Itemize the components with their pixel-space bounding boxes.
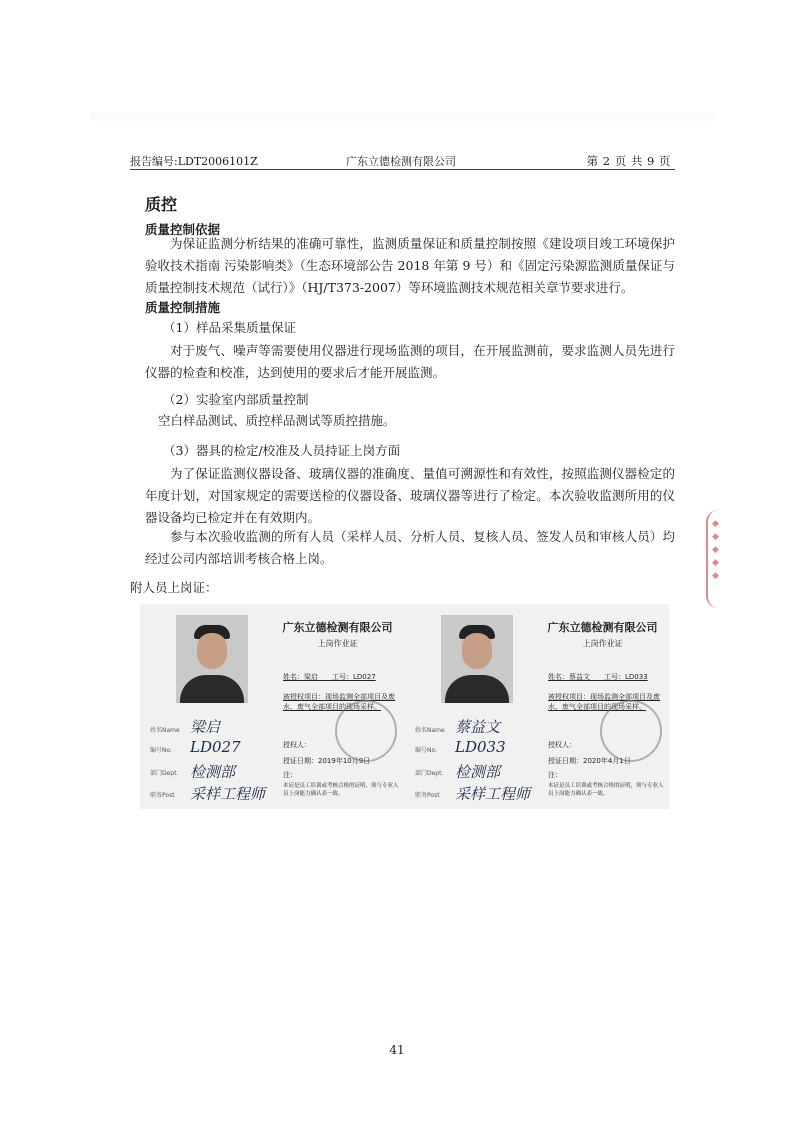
measures-heading: 质量控制措施 bbox=[145, 300, 221, 315]
card-auth-items: 被授权项目：现场监测全部项目及废水、废气全部项目的现场采样。 bbox=[548, 693, 660, 711]
calibration-paragraph: 为了保证监测仪器设备、玻璃仪器的准确度、量值可溯源性和有效性，按照监测仪器检定的年度计划，对国家规定的需要送检的仪器设备、玻璃仪器等进行了检定。本次验收监测所用的仪器设备均已检定并在有效期内。 bbox=[145, 466, 675, 525]
handwritten-name: 梁启 bbox=[190, 718, 221, 736]
header-rule bbox=[130, 169, 675, 170]
card-auth-date: 授证日期：2020年4月1日 bbox=[548, 757, 631, 765]
section-title: 质控 bbox=[145, 195, 178, 214]
sampling-paragraph: 对于废气、噪声等需要使用仪器进行现场监测的项目，在开展监测前，要求监测人员先进行仪器的检查和校准，达到使用的要求后才能开展监测。 bbox=[145, 343, 675, 380]
item-calibration: （3）器具的检定/校准及人员持证上岗方面 bbox=[163, 443, 401, 458]
label-no: 编号No. bbox=[150, 747, 172, 754]
seal-mark: ◆ ◆ ◆ ◆ ◆ bbox=[712, 519, 719, 581]
appendix-label: 附人员上岗证： bbox=[130, 580, 218, 595]
card-name-line: 姓名：蔡益文 工号：LD033 bbox=[548, 673, 648, 681]
lab-paragraph: 空白样品测试、质控样品测试等质控措施。 bbox=[158, 413, 396, 428]
handwritten-dept: 检测部 bbox=[190, 763, 236, 781]
label-name: 姓名Name bbox=[150, 727, 180, 734]
label-dept: 部门Dept. bbox=[415, 770, 444, 777]
card-auth-items: 被授权项目：现场监测全部项目及废水、废气全部项目的现场采样。 bbox=[283, 693, 395, 711]
certificate-card bbox=[405, 604, 669, 809]
item-sampling-quality: （1）样品采集质量保证 bbox=[163, 320, 296, 335]
id-photo bbox=[176, 615, 248, 703]
card-title: 上岗作业证 bbox=[582, 639, 623, 648]
handwritten-post: 采样工程师 bbox=[190, 785, 266, 803]
basis-heading: 质量控制依据 bbox=[145, 222, 221, 237]
certificate-photos bbox=[140, 604, 669, 809]
page-header bbox=[130, 150, 675, 170]
card-note: 注： bbox=[548, 771, 562, 779]
handwritten-name: 蔡益文 bbox=[455, 718, 501, 736]
label-dept: 部门Dept. bbox=[150, 770, 179, 777]
card-notice: 本证是员工培训或考核合格的证明，须与专业人员上岗能力确认表一致。 bbox=[548, 783, 664, 797]
label-post: 职务Post bbox=[415, 792, 440, 799]
company-stamp bbox=[335, 700, 397, 762]
card-authorizer: 授权人： bbox=[548, 741, 576, 749]
header-company: 广东立德检测有限公司 bbox=[346, 155, 456, 168]
page-info: 第 2 页 共 9 页 bbox=[586, 154, 671, 168]
report-number: 报告编号:LDT2006101Z bbox=[130, 155, 258, 168]
card-authorizer: 授权人： bbox=[283, 741, 311, 749]
basis-paragraph: 为保证监测分析结果的准确可靠性，监测质量保证和质量控制按照《建设项目竣工环境保护验收技术指南 污染影响类》（生态环境部公告 2018 年第 9 号）和《固定污染源监测质量保证与质量控制技术规范（试行）》（HJ/T373-2007）等环境监测技术规范相关章节要求进行。 bbox=[145, 236, 675, 295]
scan-shadow bbox=[90, 113, 715, 123]
label-name: 姓名Name bbox=[415, 727, 445, 734]
label-no: 编号No. bbox=[415, 747, 437, 754]
handwritten-no: LD033 bbox=[455, 738, 506, 756]
company-stamp bbox=[600, 700, 662, 762]
handwritten-dept: 检测部 bbox=[455, 763, 501, 781]
card-company: 广东立德检测有限公司 bbox=[282, 621, 393, 634]
training-paragraph: 参与本次验收监测的所有人员（采样人员、分析人员、复核人员、签发人员和审核人员）均经过公司内部培训考核合格上岗。 bbox=[145, 529, 675, 566]
certificate-card bbox=[140, 604, 404, 809]
card-note: 注： bbox=[283, 771, 297, 779]
card-title: 上岗作业证 bbox=[317, 639, 358, 648]
id-photo bbox=[441, 615, 513, 703]
card-company: 广东立德检测有限公司 bbox=[547, 621, 658, 634]
item-lab-quality: （2）实验室内部质量控制 bbox=[163, 392, 309, 407]
label-post: 职务Post bbox=[150, 792, 175, 799]
handwritten-post: 采样工程师 bbox=[455, 785, 531, 803]
card-notice: 本证是员工培训或考核合格的证明，须与专业人员上岗能力确认表一致。 bbox=[283, 783, 399, 797]
card-auth-date: 授证日期：2019年10月9日 bbox=[283, 757, 371, 765]
card-name-line: 姓名：梁启 工号：LD027 bbox=[283, 673, 376, 681]
page-number: 41 bbox=[389, 1043, 405, 1057]
handwritten-no: LD027 bbox=[190, 738, 241, 756]
